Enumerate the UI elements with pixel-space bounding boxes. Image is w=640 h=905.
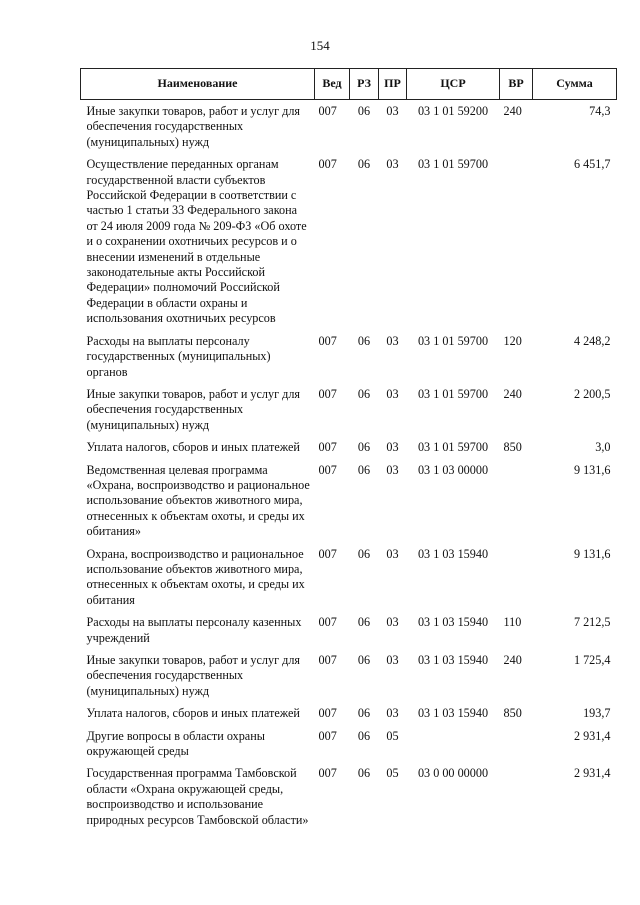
header-name: Наименование: [81, 69, 315, 100]
row-pr: 03: [386, 706, 399, 721]
row-sum: 2 200,5: [573, 386, 611, 401]
table-row: [81, 459, 617, 543]
row-csr: 03 1 01 59200: [417, 104, 489, 118]
row-name: Ведомственная целевая программа «Охрана, воспроизводство и рациональное использование объектов животного мира, отнесенных к объектам охоты, и среды их обитания»: [86, 462, 310, 539]
row-sum: 9 131,6: [573, 462, 611, 477]
row-pr: 03: [386, 104, 399, 118]
row-vr: [500, 762, 533, 831]
row-rz: 06: [357, 546, 371, 561]
row-sum: 7 212,5: [573, 615, 611, 630]
row-rz: 06: [357, 462, 371, 477]
row-rz: 06: [357, 386, 371, 401]
page-number: 154: [310, 38, 330, 53]
row-vr: [500, 153, 533, 329]
row-vr: [500, 725, 533, 763]
row-rz: 06: [357, 440, 371, 455]
header-csr: ЦСР: [407, 69, 500, 100]
row-rz: 06: [357, 728, 371, 743]
row-pr: 05: [386, 728, 399, 743]
header-rz: РЗ: [350, 69, 379, 100]
row-name: Иные закупки товаров, работ и услуг для обеспечения государственных (муниципальных) нужд: [86, 104, 301, 149]
row-rz: 06: [357, 706, 371, 721]
row-ved: 007: [318, 653, 337, 667]
row-sum: 193,7: [583, 706, 611, 721]
table-row: [81, 725, 617, 763]
row-name: Иные закупки товаров, работ и услуг для обеспечения государственных (муниципальных) нужд: [86, 653, 301, 698]
row-ved: 007: [318, 104, 337, 118]
row-name: Государственная программа Тамбовской области «Охрана окружающей среды, воспроизводство и использование природных ресурсов Тамбовской области»: [86, 766, 309, 827]
row-pr: 03: [386, 440, 399, 455]
table-row: [81, 702, 617, 724]
table-row: [81, 649, 617, 702]
row-ved: 007: [318, 706, 337, 721]
budget-table: [80, 68, 617, 831]
row-csr: 03 0 00 00000: [417, 766, 489, 781]
row-ved: 007: [318, 157, 337, 172]
row-sum: 2 931,4: [573, 766, 611, 781]
row-rz: 06: [357, 615, 371, 630]
row-sum: 74,3: [589, 104, 611, 118]
row-vr: 240: [503, 653, 522, 667]
row-rz: 06: [357, 157, 371, 172]
row-name: Уплата налогов, сборов и иных платежей: [86, 706, 300, 721]
row-sum: 2 931,4: [573, 728, 611, 743]
header-ved: Вед: [315, 69, 350, 100]
row-name: Расходы на выплаты персоналу государственных (муниципальных) органов: [86, 333, 271, 379]
row-pr: 03: [386, 157, 399, 172]
row-vr: 850: [503, 706, 522, 721]
row-ved: 007: [318, 728, 337, 743]
row-csr: [407, 725, 500, 763]
row-ved: 007: [318, 766, 337, 781]
row-name: Осуществление переданных органам государственной власти субъектов Российской Федерации в соответствии с частью 1 статьи 33 Федерального закона от 24 июля 2009 года № 209-ФЗ «Об охоте и о сохранении охотничьих ресурсов и о внесении изменений в отдельные законодательные акты Российской Федерации» полномочий Российской Федерации в области охраны и использования охотничьих ресурсов: [86, 157, 307, 326]
row-vr: 120: [503, 333, 522, 348]
row-name: Охрана, воспроизводство и рациональное использование объектов животного мира, отнесенных к объектам охоты, и среды их обитания: [86, 546, 305, 607]
row-pr: 03: [386, 386, 399, 401]
row-csr: 03 1 03 15940: [417, 615, 489, 630]
row-csr: 03 1 01 59700: [417, 386, 489, 401]
row-csr: 03 1 01 59700: [417, 440, 489, 455]
row-csr: 03 1 01 59700: [417, 333, 489, 348]
row-sum: 6 451,7: [573, 157, 611, 172]
row-vr: [500, 543, 533, 612]
row-sum: 1 725,4: [573, 653, 611, 667]
row-csr: 03 1 03 15940: [417, 546, 489, 561]
table-row: [81, 762, 617, 831]
table-row: [81, 383, 617, 436]
row-pr: 03: [386, 546, 399, 561]
table-row: [81, 153, 617, 329]
row-vr: 240: [503, 386, 522, 401]
row-pr: 03: [386, 653, 399, 667]
row-ved: 007: [318, 333, 337, 348]
row-ved: 007: [318, 615, 337, 630]
table-header-row: [81, 69, 617, 100]
row-ved: 007: [318, 546, 337, 561]
row-ved: 007: [318, 462, 337, 477]
row-rz: 06: [357, 104, 371, 118]
table-row: [81, 611, 617, 649]
row-pr: 03: [386, 462, 399, 477]
row-rz: 06: [357, 333, 371, 348]
row-csr: 03 1 03 15940: [417, 653, 489, 667]
row-name: Другие вопросы в области охраны окружающей среды: [86, 728, 265, 759]
row-ved: 007: [318, 386, 337, 401]
header-vr: ВР: [500, 69, 533, 100]
row-vr: [500, 459, 533, 543]
row-ved: 007: [318, 440, 337, 455]
row-sum: 9 131,6: [573, 546, 611, 561]
table-row: [81, 543, 617, 612]
row-pr: 03: [386, 615, 399, 630]
row-name: Уплата налогов, сборов и иных платежей: [86, 440, 300, 455]
table-row: [81, 330, 617, 383]
table-body: [81, 100, 617, 832]
row-vr: 240: [503, 104, 522, 118]
header-sum: Сумма: [533, 69, 617, 100]
table-row: [81, 100, 617, 154]
row-sum: 3,0: [595, 440, 611, 455]
row-pr: 05: [386, 766, 399, 781]
row-rz: 06: [357, 766, 371, 781]
row-vr: 850: [503, 440, 522, 455]
row-pr: 03: [386, 333, 399, 348]
row-rz: 06: [357, 653, 371, 667]
row-sum: 4 248,2: [573, 333, 611, 348]
row-vr: 110: [503, 615, 522, 630]
row-csr: 03 1 01 59700: [417, 157, 489, 172]
header-pr: ПР: [379, 69, 407, 100]
table-row: [81, 436, 617, 458]
row-name: Расходы на выплаты персоналу казенных учреждений: [86, 615, 302, 645]
row-csr: 03 1 03 15940: [417, 706, 489, 721]
row-name: Иные закупки товаров, работ и услуг для обеспечения государственных (муниципальных) нужд: [86, 386, 301, 432]
row-csr: 03 1 03 00000: [417, 462, 489, 477]
